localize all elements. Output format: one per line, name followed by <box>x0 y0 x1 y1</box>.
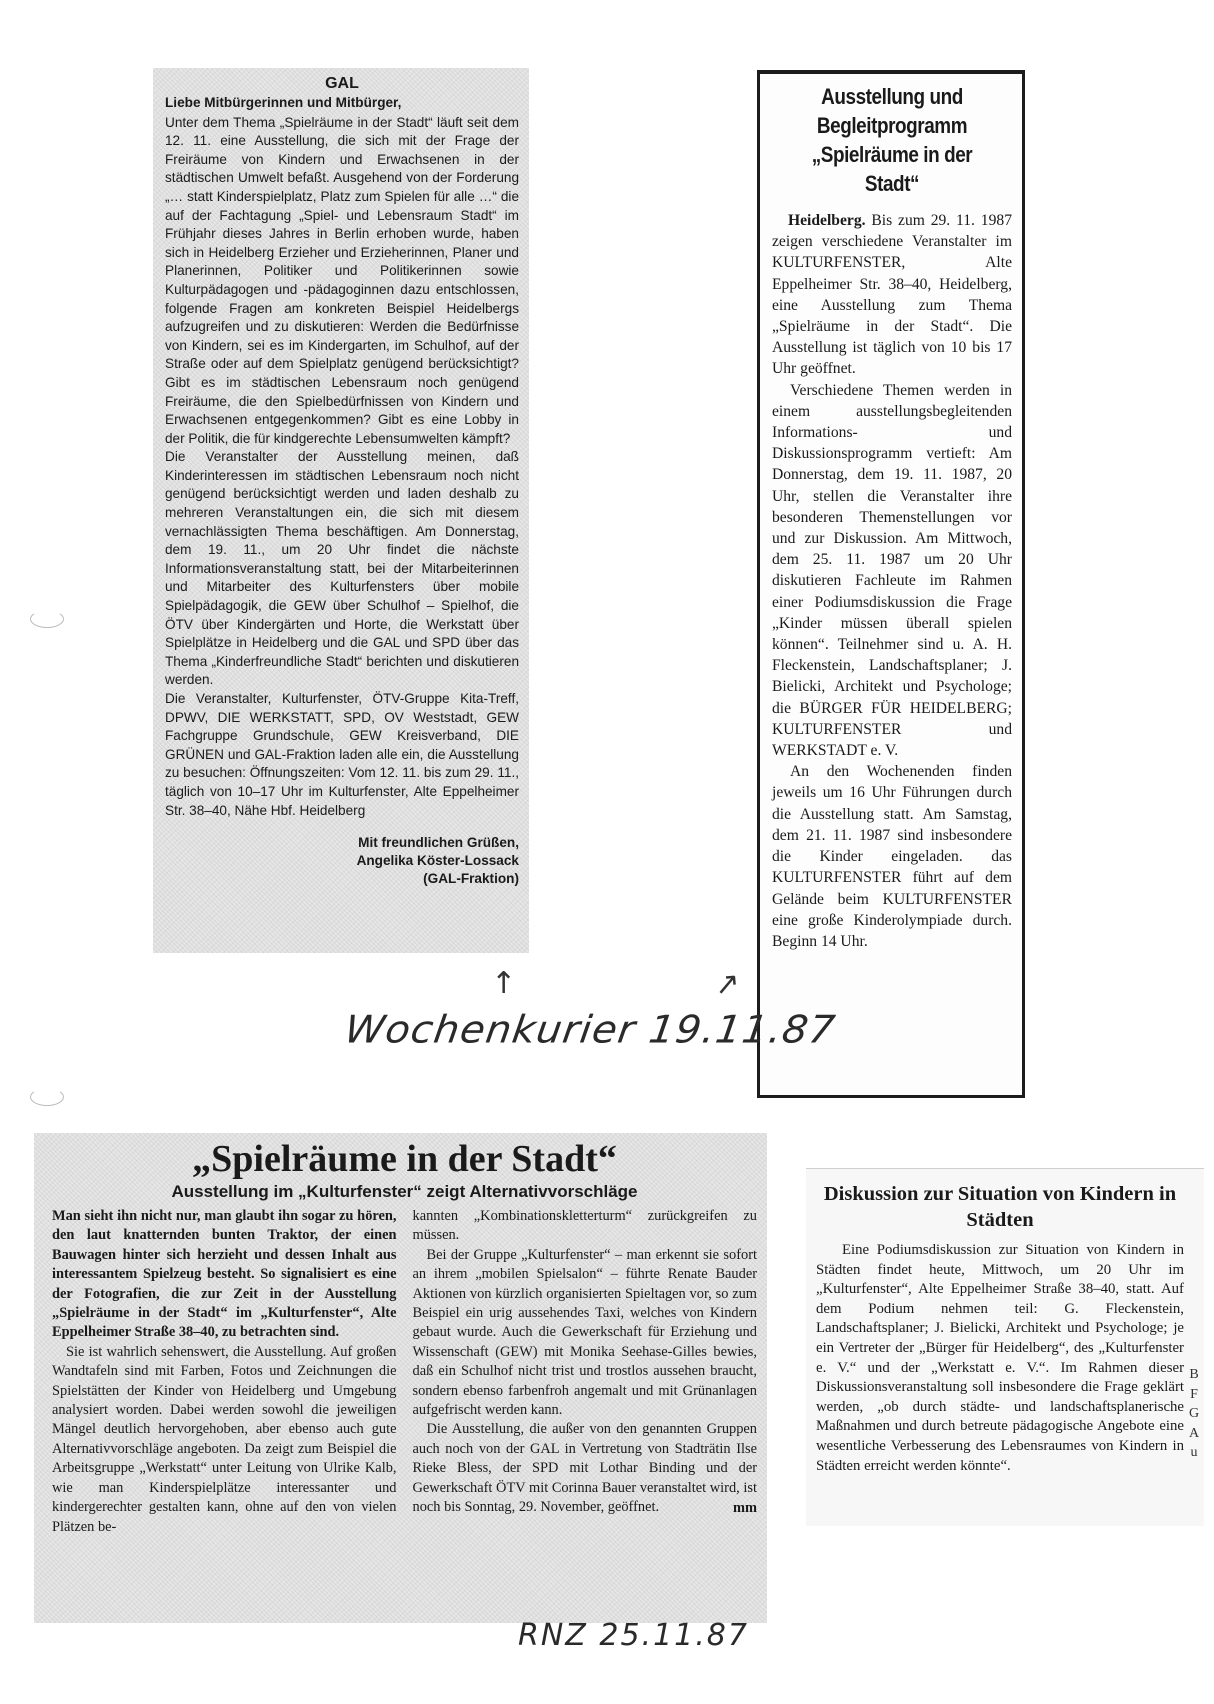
handwritten-source-note: Wochenkurier 19.11.87 <box>341 1008 839 1052</box>
rnz-paragraph: Sie ist wahrlich sehenswert, die Ausstellung. Auf großen Wandtafeln sind mit Farben, Fotos und Zeichnungen die Spielstätten der Kinder von Heidelberg und Umgebung analysiert worden. Dabei werden sowohl die jeweiligen Mängel deutlich hervorgehoben, aber ebenso auch gute Alternativvorschläge angeboten. Da zeigt zum Beispiel die Arbeitsgruppe „Werkstatt“ unter Leitung von Ulrike Kalb, wie man Kinderspielplätze interessanter und kindergerechter gestalten kann, ohne auf den von vielen Plätzen be- <box>52 1343 397 1535</box>
edge-letter: B <box>1189 1367 1199 1382</box>
gal-signature <box>165 834 519 888</box>
ausstellung-paragraph-text: Bis zum 29. 11. 1987 zeigen verschiedene Veranstalter im KULTURFENSTER, Alte Eppelheimer Str. 38–40, Heidelberg, eine Ausstellung zum Thema „Spielräume in der Stadt“. Die Ausstellung ist täglich von 10 bis 17 Uhr geöffnet. <box>772 212 1012 378</box>
ausstellung-paragraph <box>772 210 1012 380</box>
handwritten-arrow-mark: ↑ <box>705 964 748 1007</box>
edge-letter: F <box>1190 1386 1198 1402</box>
edge-letter: G <box>1188 1406 1200 1422</box>
edge-letter: A <box>1188 1425 1200 1441</box>
gal-signer: Angelika Köster-Lossack <box>356 853 519 869</box>
gal-letter-clipping <box>153 68 529 953</box>
ausstellung-dateline: Heidelberg. <box>788 212 866 229</box>
ausstellung-heading: Ausstellung und Begleitprogramm „Spielräume in der Stadt“ <box>811 84 973 196</box>
gal-heading: GAL <box>325 75 359 92</box>
rnz-column-right <box>413 1207 758 1537</box>
rnz-paragraph: Bei der Gruppe „Kulturfenster“ – man erkennt sie sofort an ihrem „mobilen Spielsalon“ – führte Renate Bauder Aktionen von kürzlich organisierten Spieltagen vor, so zum Beispiel ein urig aussehendes Taxi, welches von Kindern gebaut wurde. Auch die Gewerkschaft für Erziehung und Wissenschaft (GEW) mit Monika Seehase-Gilles bewies, daß ein Schulhof nicht trist und trostlos aussehen braucht, sondern ebenso farbenfroh angemalt und mit Grünanlagen aufgefrischt werden kann. <box>412 1246 757 1419</box>
diskussion-heading: Diskussion zur Situation von Kindern in Städten <box>823 1183 1177 1231</box>
rnz-lead: Man sieht ihn nicht nur, man glaubt ihn sogar zu hören, den laut knatternden bunten Traktor, der einen Bauwagen hinter sich herzieht und dessen Inhalt aus interessantem Spielzeug besteht. So signalisiert es eine der Fotografien, die zur Zeit in der Ausstellung „Spielräume in der Stadt“ im „Kulturfenster“, Alte Eppelheimer Straße 38–40, zu betrachten sind. <box>52 1208 397 1341</box>
ausstellung-paragraph: An den Wochenenden finden jeweils um 16 Uhr Führungen durch die Ausstellung statt. Am Samstag, dem 21. 11. 1987 sind insbesondere die Kinder eingeladen. das KULTURFENSTER führt auf dem Gelände beim KULTURFENSTER eine große Kinderolympiade durch. Beginn 14 Uhr. <box>772 763 1012 950</box>
rnz-author: mm <box>733 1499 757 1516</box>
punch-hole-mark <box>30 1088 64 1106</box>
gal-affiliation: (GAL-Fraktion) <box>423 871 519 887</box>
gal-paragraph: Unter dem Thema „Spielräume in der Stadt“ läuft seit dem 12. 11. eine Ausstellung, die sich mit der Frage der Freiräume von Kindern und Erwachsenen in der städtischen Umwelt befaßt. Ausgehend von der Forderung „… statt Kinderspielplatz, Platz zum Spielen für alle …“ die auf der Fachtagung „Spiel- und Lebensraum Stadt“ im Frühjahr dieses Jahres in Berlin erhoben wurde, haben sich in Heidelberg Erzieher und Erzieherinnen, Planer und Planerinnen, Politiker und Politikerinnen sowie Kulturpädagogen und -pädagoginnen dazu entschlossen, folgende Fragen am konkreten Beispiel Heidelbergs aufzugreifen und zu diskutieren: Werden die Bedürfnisse von Kindern, sei es im Kindergarten, im Schulhof, auf der Straße oder auf dem Spielplatz genügend berücksichtigt? Gibt es im städtischen Lebensraum noch genügend Freiräume, die den Spielbedürfnissen von Kindern und Erwachsenen entgegenkommen? Gibt es eine Lobby in der Politik, die für kindgerechte Lebensumwelten kämpft? <box>165 114 519 446</box>
rnz-paragraph: kannten „Kombinationskletterturm“ zurückgreifen zu müssen. <box>412 1208 757 1244</box>
edge-letter: u <box>1190 1445 1198 1461</box>
gal-closing: Mit freundlichen Grüßen, <box>358 835 519 851</box>
handwritten-arrow-mark: ↑ <box>491 966 517 1001</box>
rnz-paragraph: Die Ausstellung, die außer von den genannten Gruppen auch noch von der GAL in Vertretung von Stadträtin Ilse Rieke Bless, der SPD mit Lothar Binding und der Gewerkschaft ÖTV mit Corinna Bauer veranstaltet wird, ist noch bis Sonntag, 29. November, geöffnet. <box>412 1421 757 1516</box>
rnz-column-left <box>52 1207 397 1537</box>
diskussion-body: Eine Podiumsdiskussion zur Situation von Kindern in Städten findet heute, Mittwoch, um 20 Uhr im „Kulturfenster“, Alte Eppelheimer Straße 38–40, statt. Auf dem Podium nehmen teil: G. Fleckenstein, Landschaftsplaner; J. Bielicki, Architekt und Psychologe; je ein Vertreter der „Bürger für Heidelberg“, des „Kulturfenster e. V.“ und der „Werkstatt e. V.“. Im Rahmen dieser Diskussionsveranstaltung soll insbesondere die Frage geklärt werden, „ob durch städte- und landschaftsplanerische Maßnahmen und durch betreute pädagogische Angebote eine wesentliche Verbesserung des Lebensraumes von Kindern in Städten erreicht werden könnte“. <box>816 1242 1184 1474</box>
rnz-subheadline: Ausstellung im „Kulturfenster“ zeigt Alternativvorschläge <box>171 1182 638 1201</box>
diskussion-article-clipping <box>806 1168 1204 1526</box>
gal-paragraph: Die Veranstalter, Kulturfenster, ÖTV-Gruppe Kita-Treff, DPWV, DIE WERKSTATT, SPD, OV Weststadt, GEW Fachgruppe Grundschule, GEW Kreisverband, DIE GRÜNEN und GAL-Fraktion laden alle ein, die Ausstellung zu besuchen: Öffnungszeiten: Vom 12. 11. bis zum 29. 11., täglich von 10–17 Uhr im Kulturfenster, Alte Eppelheimer Str. 38–40, Nähe Hbf. Heidelberg <box>165 691 519 818</box>
gal-salutation: Liebe Mitbürgerinnen und Mitbürger, <box>165 95 402 110</box>
punch-hole-mark <box>30 610 64 628</box>
adjacent-column-edge <box>1187 1365 1201 1463</box>
ausstellung-paragraph: Verschiedene Themen werden in einem ausstellungsbegleitenden Informations- und Diskussionsprogramm vertieft: Am Donnerstag, dem 19. 11. 1987, 20 Uhr, stellen die Veranstalter ihre besonderen Themenstellungen vor und zur Diskussion. Am Mittwoch, dem 25. 11. 1987 um 20 Uhr diskutieren Fachleute im Rahmen einer Podiumsdiskussion die Frage „Kinder müssen überall spielen können“. Teilnehmer sind u. A. H. Fleckenstein, Landschaftsplaner; J. Bielicki, Architekt und Psychologe; die BÜRGER FÜR HEIDELBERG; KULTURFENSTER und WERKSTADT e. V. <box>772 381 1012 760</box>
rnz-columns <box>52 1207 757 1537</box>
rnz-article-clipping <box>34 1133 767 1623</box>
rnz-headline: „Spielräume in der Stadt“ <box>192 1138 617 1180</box>
gal-paragraph: Die Veranstalter der Ausstellung meinen, daß Kinderinteressen im städtischen Lebensraum noch nicht genügend berücksichtigt werden und laden deshalb zu mehreren Veranstaltungen ein, die sich mit diesem vernachlässigten Thema beschäftigen. Am Donnerstag, dem 19. 11., um 20 Uhr findet die nächste Informationsveranstaltung statt, bei der Mitarbeiterinnen und Mitarbeiter des Kulturfensters über mobile Spielpädagogik, die GEW über Schulhof – Spielhof, die ÖTV über Kindergärten und Horte, die Werkstatt über Spielplätze in Heidelberg und die GAL und SPD über das Thema „Kinderfreundliche Stadt“ berichten und diskutieren werden. <box>165 449 519 688</box>
ausstellung-article-clipping <box>757 70 1025 1098</box>
handwritten-source-note: RNZ 25.11.87 <box>518 1618 749 1653</box>
